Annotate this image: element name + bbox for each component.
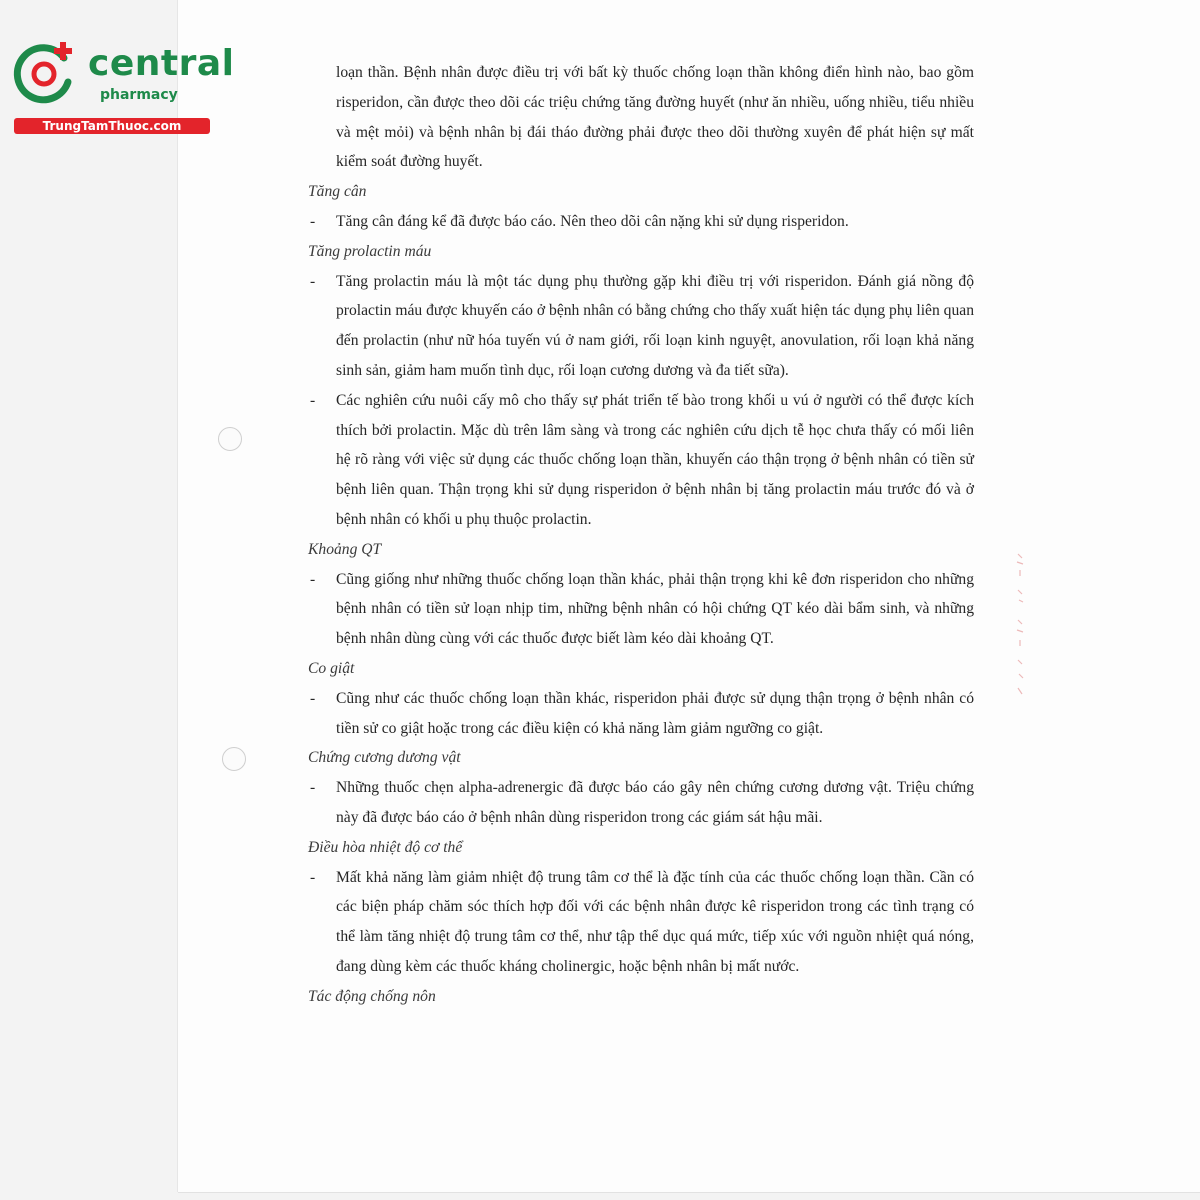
binder-hole [222,747,246,771]
bullet-item [308,207,974,237]
section-heading: Chứng cương dương vật [308,749,461,767]
section-heading: Khoảng QT [308,540,382,558]
section-heading: Tăng prolactin máu [308,242,432,260]
bullet-text: Cũng như các thuốc chống loạn thần khác, risperidon phải được sử dụng thận trọng ở bệnh nhân có tiền sử co giật hoặc trong các điều kiện có khả năng làm giảm ngưỡng co giật. [336,689,974,737]
bullet-item [308,684,974,744]
page-edge [178,1192,1200,1193]
bullet-dash: - [310,212,316,230]
logo-url-banner: TrungTamThuoc.com [14,118,210,134]
bullet-text: Các nghiên cứu nuôi cấy mô cho thấy sự phát triển tế bào trong khối u vú ở người có thể được kích thích bởi prolactin. Mặc dù trên lâm sàng và trong các nghiên cứu dịch tễ học chưa thấy có mối liên hệ rõ ràng với việc sử dụng các thuốc chống loạn thần, khuyến cáo thận trọng ở bệnh nhân có tiền sử bệnh liên quan. Thận trọng khi sử dụng risperidon ở bệnh nhân bị tăng prolactin máu trước đó và ở bệnh nhân có khối u phụ thuộc prolactin. [336,391,974,528]
logo-subtitle: pharmacy [100,87,178,103]
section-heading: Điều hòa nhiệt độ cơ thể [308,838,463,856]
central-pharmacy-logo [12,38,235,136]
bullet-item [308,386,974,535]
bullet-text: Mất khả năng làm giảm nhiệt độ trung tâm cơ thể là đặc tính của các thuốc chống loạn thần. Cần có các biện pháp chăm sóc thích hợp đối với các bệnh nhân được kê risperidon trong các tình trạng có thể làm tăng nhiệt độ trung tâm cơ thể, như tập thể dục quá mức, tiếp xúc với nguồn nhiệt quá nóng, đang dùng kèm các thuốc kháng cholinergic, hoặc bệnh nhân bị mất nước. [336,868,974,975]
bullet-text: Tăng cân đáng kể đã được báo cáo. Nên theo dõi cân nặng khi sử dụng risperidon. [336,212,849,230]
bullet-item [308,565,974,654]
bullet-item [308,863,974,982]
bullet-dash: - [310,391,316,409]
section-heading: Tăng cân [308,183,367,201]
section-heading: Co giật [308,659,355,677]
bullet-text: Những thuốc chẹn alpha-adrenergic đã được báo cáo gây nên chứng cương dương vật. Triệu chứng này đã được báo cáo ở bệnh nhân dùng risperidon trong các giám sát hậu mãi. [336,779,974,826]
bullet-dash: - [310,570,316,588]
bullet-dash: - [310,779,316,797]
bullet-dash: - [310,689,316,707]
document-body [308,58,974,1012]
intro-paragraph: loạn thần. Bệnh nhân được điều trị với bất kỳ thuốc chống loạn thần không điển hình nào, bao gồm risperidon, cần được theo dõi các triệu chứng tăng đường huyết (như ăn nhiều, uống nhiều, tiểu nhiều và mệt mỏi) và bệnh nhân bị đái tháo đường phải được theo dõi thường xuyên để phát hiện sự mất kiểm soát đường huyết. [336,64,974,171]
bullet-dash: - [310,868,316,886]
binder-hole [218,427,242,451]
bullet-item [308,773,974,833]
logo-brand: central [88,43,235,84]
section-heading: Tác động chống nôn [308,987,436,1005]
margin-stamp-marks [1012,550,1030,700]
pharmacy-cross-icon [12,38,80,106]
bullet-item [308,267,974,386]
bullet-dash: - [310,272,316,290]
bullet-text: Tăng prolactin máu là một tác dụng phụ thường gặp khi điều trị với risperidon. Đánh giá nồng độ prolactin máu được khuyến cáo ở bệnh nhân có bằng chứng cho thấy xuất hiện tác dụng phụ liên quan đến prolactin (như nữ hóa tuyến vú ở nam giới, rối loạn kinh nguyệt, anovulation, rối loạn khả năng sinh sản, giảm ham muốn tình dục, rối loạn cương dương và đa tiết sữa). [336,272,974,379]
bullet-text: Cũng giống như những thuốc chống loạn thần khác, phải thận trọng khi kê đơn risperidon cho những bệnh nhân có tiền sử loạn nhịp tim, những bệnh nhân có hội chứng QT kéo dài bẩm sinh, và những bệnh nhân dùng cùng với các thuốc được biết làm kéo dài khoảng QT. [336,570,974,648]
